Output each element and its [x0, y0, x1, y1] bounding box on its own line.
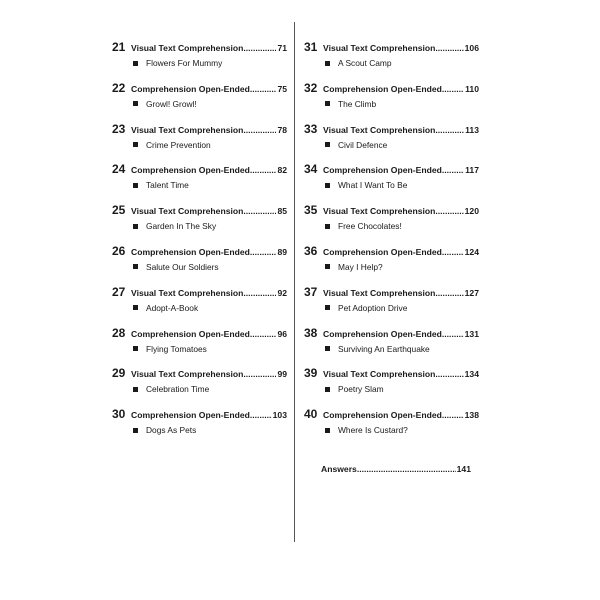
toc-entry[interactable]	[304, 244, 479, 285]
entry-title: Comprehension Open-Ended	[323, 246, 442, 257]
entry-number: 26	[112, 243, 126, 258]
entry-subtitle: Garden In The Sky	[146, 221, 217, 232]
entry-subtitle: Adopt-A-Book	[146, 302, 199, 313]
entry-number: 21	[112, 40, 126, 54]
toc-entry[interactable]	[304, 407, 479, 448]
toc-entry[interactable]	[304, 326, 479, 367]
entry-page-number: 96	[277, 328, 287, 339]
entry-page-number: 117	[465, 165, 479, 176]
toc-right-column	[304, 40, 479, 448]
entry-title: Visual Text Comprehension	[323, 124, 436, 135]
square-bullet-icon	[325, 264, 330, 269]
toc-entry[interactable]	[112, 162, 287, 203]
column-divider	[294, 22, 295, 542]
toc-left-column	[112, 40, 287, 448]
square-bullet-icon	[325, 387, 330, 392]
entry-title: Visual Text Comprehension	[131, 206, 244, 217]
entry-number: 25	[112, 203, 126, 218]
entry-page-number: 124	[464, 246, 479, 257]
toc-entry[interactable]	[304, 162, 479, 203]
entry-subtitle: Talent Time	[146, 180, 189, 191]
entry-page-number: 82	[277, 165, 287, 176]
entry-number: 27	[112, 284, 126, 299]
entry-page-number: 71	[277, 43, 287, 53]
entry-number: 22	[112, 80, 126, 95]
entry-number: 23	[112, 121, 126, 136]
toc-entry[interactable]	[112, 203, 287, 244]
dot-leader	[243, 43, 276, 53]
dot-leader	[250, 410, 272, 420]
entry-page-number: 134	[464, 369, 479, 380]
toc-entry[interactable]	[112, 326, 287, 367]
dot-leader	[250, 84, 277, 94]
square-bullet-icon	[325, 142, 330, 147]
toc-entry[interactable]	[304, 122, 479, 163]
entry-page-number: 92	[277, 287, 287, 298]
toc-entry[interactable]	[304, 40, 479, 81]
entry-number: 29	[112, 366, 126, 381]
entry-number: 31	[304, 40, 318, 54]
entry-number: 38	[304, 325, 318, 340]
entry-title: Comprehension Open-Ended	[323, 328, 442, 339]
entry-subtitle: May I Help?	[338, 261, 383, 272]
entry-number: 40	[304, 407, 318, 422]
toc-entry[interactable]	[112, 122, 287, 163]
entry-title: Comprehension Open-Ended	[323, 83, 442, 94]
dot-leader	[435, 206, 463, 216]
toc-entry[interactable]	[304, 81, 479, 122]
square-bullet-icon	[133, 346, 138, 351]
entry-number: 36	[304, 243, 318, 258]
entry-number: 35	[304, 203, 318, 218]
dot-leader	[243, 369, 276, 379]
dot-leader	[442, 329, 464, 339]
entry-page-number: 110	[465, 83, 479, 94]
entry-title: Visual Text Comprehension	[323, 206, 436, 217]
entry-page-number: 89	[277, 246, 287, 257]
entry-title: Visual Text Comprehension	[131, 287, 244, 298]
entry-number: 37	[304, 284, 318, 299]
entry-subtitle: Salute Our Soldiers	[146, 261, 219, 272]
answers-page-number: 141	[456, 464, 471, 474]
square-bullet-icon	[325, 224, 330, 229]
entry-subtitle: Where Is Custard?	[338, 425, 408, 436]
entry-page-number: 106	[464, 43, 479, 53]
entry-page-number: 127	[464, 287, 479, 298]
toc-entry[interactable]	[112, 366, 287, 407]
square-bullet-icon	[133, 61, 138, 66]
dot-leader	[442, 84, 464, 94]
entry-title: Visual Text Comprehension	[131, 43, 244, 53]
toc-entry[interactable]	[112, 407, 287, 448]
dot-leader	[243, 206, 276, 216]
dot-leader	[243, 288, 276, 298]
entry-title: Comprehension Open-Ended	[323, 410, 442, 421]
entry-page-number: 131	[464, 328, 479, 339]
entry-page-number: 75	[277, 83, 287, 94]
entry-title: Comprehension Open-Ended	[131, 328, 250, 339]
square-bullet-icon	[133, 387, 138, 392]
entry-subtitle: Flying Tomatoes	[146, 343, 207, 354]
dot-leader	[442, 165, 464, 175]
dot-leader	[442, 247, 464, 257]
entry-title: Comprehension Open-Ended	[131, 246, 250, 257]
dot-leader	[250, 165, 277, 175]
entry-number: 28	[112, 325, 126, 340]
entry-subtitle: Pet Adoption Drive	[338, 302, 408, 313]
dot-leader	[250, 247, 277, 257]
entry-subtitle: Flowers For Mummy	[146, 58, 223, 68]
square-bullet-icon	[325, 428, 330, 433]
square-bullet-icon	[325, 305, 330, 310]
entry-number: 33	[304, 121, 318, 136]
dot-leader	[435, 43, 463, 53]
entry-page-number: 85	[277, 206, 287, 217]
entry-subtitle: The Climb	[338, 98, 377, 109]
entry-subtitle: Crime Prevention	[146, 139, 211, 150]
entry-subtitle: Civil Defence	[338, 139, 388, 150]
entry-number: 34	[304, 162, 318, 177]
entry-subtitle: A Scout Camp	[338, 58, 392, 68]
square-bullet-icon	[325, 346, 330, 351]
entry-page-number: 99	[277, 369, 287, 380]
square-bullet-icon	[325, 61, 330, 66]
entry-number: 32	[304, 80, 318, 95]
square-bullet-icon	[133, 224, 138, 229]
entry-page-number: 113	[465, 124, 479, 135]
entry-subtitle: Poetry Slam	[338, 384, 384, 395]
toc-entry[interactable]	[112, 81, 287, 122]
entry-title: Visual Text Comprehension	[323, 369, 436, 380]
entry-title: Visual Text Comprehension	[131, 124, 244, 135]
entry-title: Comprehension Open-Ended	[131, 410, 250, 421]
entry-title: Visual Text Comprehension	[131, 369, 244, 380]
square-bullet-icon	[133, 183, 138, 188]
entry-subtitle: Dogs As Pets	[146, 425, 197, 436]
entry-page-number: 78	[277, 124, 287, 135]
entry-subtitle: Surviving An Earthquake	[338, 343, 430, 354]
entry-title: Comprehension Open-Ended	[323, 165, 442, 176]
entry-number: 39	[304, 366, 318, 381]
dot-leader	[250, 329, 277, 339]
entry-number: 24	[112, 162, 126, 177]
entry-subtitle: Free Chocolates!	[338, 221, 402, 232]
square-bullet-icon	[133, 264, 138, 269]
square-bullet-icon	[325, 183, 330, 188]
dot-leader	[243, 125, 276, 135]
entry-page-number: 138	[464, 410, 479, 421]
square-bullet-icon	[133, 142, 138, 147]
toc-entry[interactable]	[304, 366, 479, 407]
entry-title: Visual Text Comprehension	[323, 43, 436, 53]
entry-title: Visual Text Comprehension	[323, 287, 436, 298]
dot-leader	[435, 125, 464, 135]
entry-page-number: 120	[464, 206, 479, 217]
dot-leader	[442, 410, 464, 420]
toc-entry[interactable]	[112, 40, 287, 81]
entry-title: Comprehension Open-Ended	[131, 83, 250, 94]
entry-title: Comprehension Open-Ended	[131, 165, 250, 176]
toc-entry[interactable]	[304, 203, 479, 244]
toc-entry[interactable]	[112, 244, 287, 285]
toc-entry[interactable]	[304, 285, 479, 326]
entry-subtitle: Celebration Time	[146, 384, 210, 395]
dot-leader	[435, 369, 463, 379]
entry-page-number: 103	[272, 410, 287, 421]
dot-leader	[357, 464, 456, 474]
entry-number: 30	[112, 407, 126, 422]
entry-subtitle: Growl! Growl!	[146, 98, 197, 109]
square-bullet-icon	[325, 101, 330, 106]
toc-entry[interactable]	[112, 285, 287, 326]
entry-subtitle: What I Want To Be	[338, 180, 408, 191]
dot-leader	[435, 288, 463, 298]
toc-answers-entry[interactable]	[321, 464, 471, 474]
square-bullet-icon	[133, 101, 138, 106]
answers-title: Answers	[321, 464, 357, 474]
square-bullet-icon	[133, 428, 138, 433]
square-bullet-icon	[133, 305, 138, 310]
